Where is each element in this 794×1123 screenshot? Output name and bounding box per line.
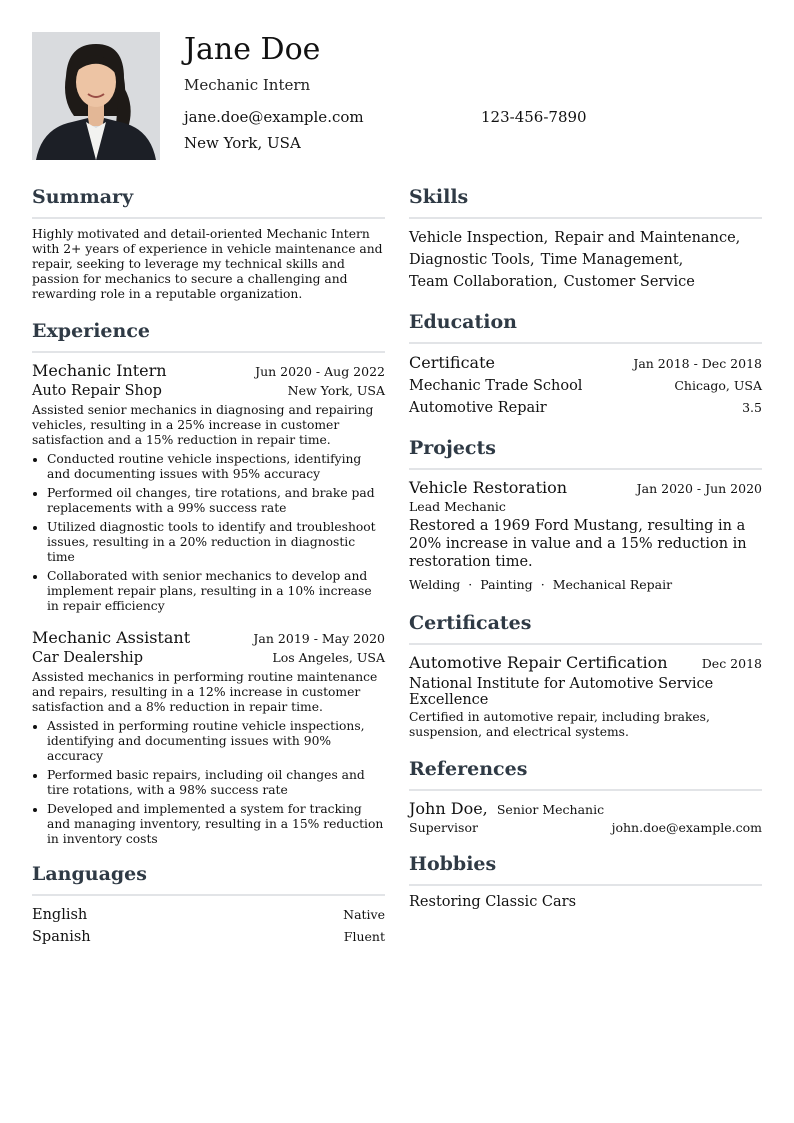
job-title: Mechanic Assistant: [32, 628, 191, 647]
section-heading: Certificates: [409, 612, 532, 634]
certificate-title: Automotive Repair Certification: [409, 653, 668, 672]
divider: [409, 468, 762, 470]
summary-section: [32, 184, 385, 302]
tag: Painting: [480, 577, 533, 592]
company-name: Car Dealership: [32, 650, 143, 666]
job-entry: [32, 628, 385, 847]
language-name: Spanish: [32, 929, 91, 945]
education-header: [409, 352, 762, 375]
job-entry: [32, 361, 385, 614]
school-name: Mechanic Trade School: [409, 378, 583, 394]
contact-row: [184, 108, 764, 134]
hobby-item: Restoring Classic Cars: [409, 894, 577, 910]
skill-item: Customer Service: [563, 274, 695, 290]
skill-item: Team Collaboration,: [409, 274, 558, 290]
education-section: [409, 309, 762, 419]
job-header: [32, 628, 385, 647]
language-row: [32, 926, 385, 948]
reference-details: [409, 820, 762, 835]
divider: [409, 789, 762, 791]
language-row: [32, 904, 385, 926]
section-heading: Education: [409, 311, 517, 333]
skills-list: [409, 227, 762, 293]
project-dates: Jan 2020 - Jun 2020: [636, 481, 762, 496]
job-subheader: [32, 650, 385, 666]
bullet-item: • Collaborated with senior mechanics to develop and implement repair plans, resulting in a 10% increase in repair efficiency: [47, 569, 385, 614]
job-dates: Jan 2019 - May 2020: [253, 631, 385, 646]
hobbies-section: [409, 851, 762, 910]
languages-section: [32, 861, 385, 948]
tag: Mechanical Repair: [552, 577, 673, 592]
divider: [409, 342, 762, 344]
job-bullets: [32, 719, 385, 847]
divider: [409, 217, 762, 219]
skill-item: Diagnostic Tools,: [409, 252, 535, 268]
job-location: Los Angeles, USA: [272, 650, 385, 665]
education-dates: Jan 2018 - Dec 2018: [633, 356, 762, 371]
left-column: [32, 184, 385, 962]
divider: [32, 894, 385, 896]
certificate-header: [409, 653, 762, 672]
job-title: Mechanic Intern: [184, 76, 311, 94]
section-heading: Hobbies: [409, 853, 497, 875]
job-bullets: [32, 452, 385, 614]
reference-header: [409, 799, 762, 818]
skill-item: Repair and Maintenance,: [554, 230, 741, 246]
reference-relation: Supervisor: [409, 820, 478, 835]
projects-section: [409, 435, 762, 592]
profile-photo: [32, 32, 160, 160]
language-name: English: [32, 907, 88, 923]
divider: [409, 884, 762, 886]
project-title: Vehicle Restoration: [409, 478, 568, 497]
phone-number[interactable]: 123-456-7890: [481, 108, 587, 126]
section-heading: Summary: [32, 186, 134, 208]
divider: [32, 217, 385, 219]
job-description: Assisted mechanics in performing routine maintenance and repairs, resulting in a 12% increase in customer satisfaction and a 8% reduction in repair time.: [32, 670, 378, 714]
person-photo-icon: [32, 32, 160, 160]
skill-item: Time Management,: [540, 252, 684, 268]
project-header: [409, 478, 762, 497]
tag-separator: ·: [540, 577, 545, 592]
summary-text: Highly motivated and detail-oriented Mechanic Intern with 2+ years of experience in vehicle maintenance and repair, seeking to leverage my technical skills and passion for mechanics to secure a challenging and rewarding role in a reputable organization.: [32, 227, 383, 301]
full-name: Jane Doe: [184, 32, 321, 67]
field-of-study: Automotive Repair: [409, 400, 547, 416]
education-school-row: [409, 375, 762, 397]
company-name: Auto Repair Shop: [32, 383, 162, 399]
skill-item: Vehicle Inspection,: [409, 230, 549, 246]
project-tags: [409, 577, 762, 592]
bullet-item: • Performed oil changes, tire rotations, and brake pad replacements with a 99% success rate: [47, 486, 385, 516]
tag: Welding: [409, 577, 461, 592]
section-heading: Projects: [409, 437, 496, 459]
job-location: New York, USA: [287, 383, 385, 398]
language-level: Native: [343, 907, 385, 922]
degree: Certificate: [409, 353, 495, 372]
reference-name: John Doe,: [409, 799, 488, 818]
project-description: Restored a 1969 Ford Mustang, resulting in a 20% increase in value and a 15% reduction in restoration time.: [409, 518, 747, 570]
certificates-section: [409, 610, 762, 740]
project-role: Lead Mechanic: [409, 499, 506, 514]
reference-position: Senior Mechanic: [496, 802, 605, 817]
experience-section: [32, 318, 385, 847]
bullet-item: • Conducted routine vehicle inspections, identifying and documenting issues with 95% accuracy: [47, 452, 385, 482]
skills-section: [409, 184, 762, 293]
resume-header: [184, 30, 764, 152]
divider: [32, 351, 385, 353]
job-description: Assisted senior mechanics in diagnosing and repairing vehicles, resulting in a 25% increase in customer satisfaction and a 15% reduction in repair time.: [32, 403, 374, 447]
divider: [409, 643, 762, 645]
language-level: Fluent: [343, 929, 385, 944]
job-title: Mechanic Intern: [32, 361, 167, 380]
gpa: 3.5: [742, 400, 762, 415]
job-subheader: [32, 383, 385, 399]
section-heading: Languages: [32, 863, 147, 885]
reference-email[interactable]: john.doe@example.com: [611, 820, 762, 835]
education-field-row: [409, 397, 762, 419]
certificate-date: Dec 2018: [701, 656, 762, 671]
bullet-item: • Utilized diagnostic tools to identify and troubleshoot issues, resulting in a 20% reduction in diagnostic time: [47, 520, 385, 565]
section-heading: Skills: [409, 186, 469, 208]
tag-separator: ·: [468, 577, 473, 592]
certificate-description: Certified in automotive repair, including brakes, suspension, and electrical systems.: [409, 710, 710, 739]
bullet-item: • Developed and implemented a system for tracking and managing inventory, resulting in a 15% reduction in inventory costs: [47, 802, 385, 847]
location: New York, USA: [184, 134, 301, 152]
bullet-item: • Performed basic repairs, including oil changes and tire rotations, with a 98% success rate: [47, 768, 385, 798]
section-heading: Experience: [32, 320, 150, 342]
job-dates: Jun 2020 - Aug 2022: [255, 364, 385, 379]
school-location: Chicago, USA: [674, 378, 762, 393]
certificate-issuer: National Institute for Automotive Service Excellence: [409, 676, 714, 708]
right-column: [409, 184, 762, 924]
job-header: [32, 361, 385, 380]
section-heading: References: [409, 758, 528, 780]
email-link[interactable]: jane.doe@example.com: [184, 108, 364, 126]
references-section: [409, 756, 762, 835]
bullet-item: • Assisted in performing routine vehicle inspections, identifying and documenting issues with 90% accuracy: [47, 719, 385, 764]
